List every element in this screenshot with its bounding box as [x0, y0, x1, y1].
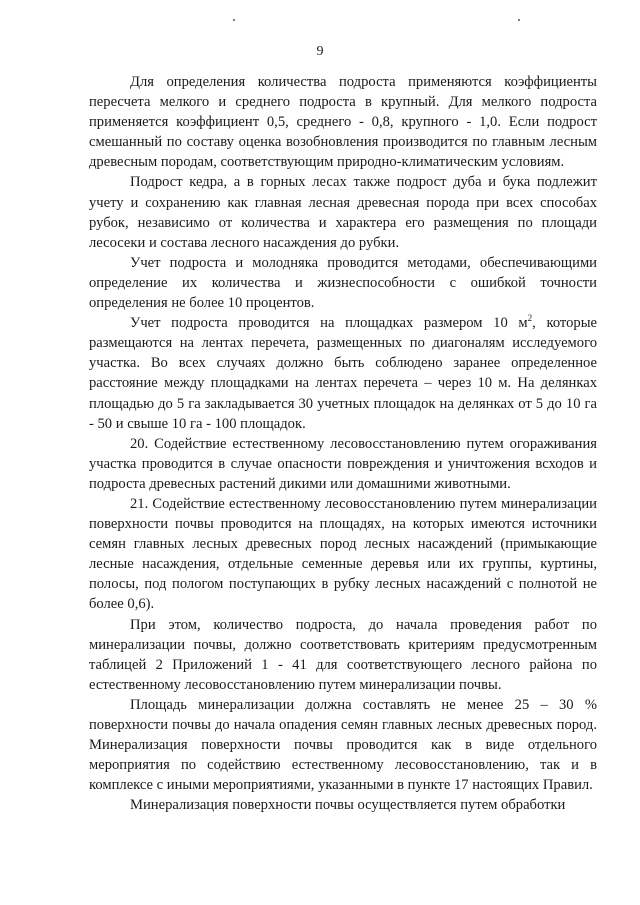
page-number: 9: [316, 44, 324, 59]
paragraph: Подрост кедра, а в горных лесах также подрост дуба и бука подлежит учету и сохранению как главная лесная древесная порода при всех способах рубок, независимо от количества и характера его размещения по площади лесосеки и состава лесного насаждения до рубки.: [89, 174, 597, 251]
document-body: [89, 72, 597, 815]
paragraph: Минерализация поверхности почвы осуществляется путем обработки: [130, 797, 566, 814]
paragraph: При этом, количество подроста, до начала проведения работ по минерализации почвы, должно соответствовать критериям предусмотренным таблицей 2 Приложений 1 - 41 для соответствующего лесного района по естественному лесовосстановлению путем минерализации почвы.: [89, 616, 597, 693]
scan-speck: [233, 19, 235, 21]
paragraph: 21. Содействие естественному лесовосстановлению путем минерализации поверхности почвы проводится на площадях, на которых имеются источники семян главных лесных древесных пород лесных насаждений (примыкающие лесные насаждения, отдельные семенные деревья или их группы, куртины, полосы, под пологом поступающих в рубку лесных насаждений с полнотой не более 0,6).: [89, 495, 597, 613]
paragraph-text: , которые размещаются на лентах перечета, размещенных по диагоналям исследуемого участка. Во всех случаях должно быть соблюдено заранее определенное расстояние между площадками на лентах перечета – через 10 м. На делянках площадью до 5 га закладывается 30 учетных площадок на делянках от 5 до 10 га - 50 и свыше 10 га - 100 площадок.: [89, 315, 597, 432]
scan-speck: [518, 19, 520, 21]
paragraph: Для определения количества подроста применяются коэффициенты пересчета мелкого и среднего подроста в крупный. Для мелкого подроста применяется коэффициент 0,5, среднего - 0,8, крупного - 1,0. Если подрост смешанный по составу оценка возобновления производится по главным лесным древесным породам, соответствующим природно-климатическим условиям.: [89, 74, 597, 171]
paragraph-text: Учет подроста проводится на площадках размером 10 м: [130, 315, 528, 332]
paragraph: 20. Содействие естественному лесовосстановлению путем огораживания участка проводится в случае опасности повреждения и уничтожения всходов и подроста древесных растений дикими или домашними животными.: [89, 435, 597, 492]
paragraph: Площадь минерализации должна составлять не менее 25 – 30 % поверхности почвы до начала опадения семян главных лесных древесных пород. Минерализация поверхности почвы проводится как в виде отдельного мероприятия по содействию естественному лесовосстановлению, так и в комплексе с иными мероприятиями, указанными в пункте 17 настоящих Правил.: [89, 696, 597, 794]
paragraph: [89, 313, 597, 434]
paragraph: Учет подроста и молодняка проводится методами, обеспечивающими определение их количества и жизнеспособности с ошибкой точности определения не более 10 процентов.: [89, 254, 597, 312]
superscript: 2: [527, 313, 533, 324]
